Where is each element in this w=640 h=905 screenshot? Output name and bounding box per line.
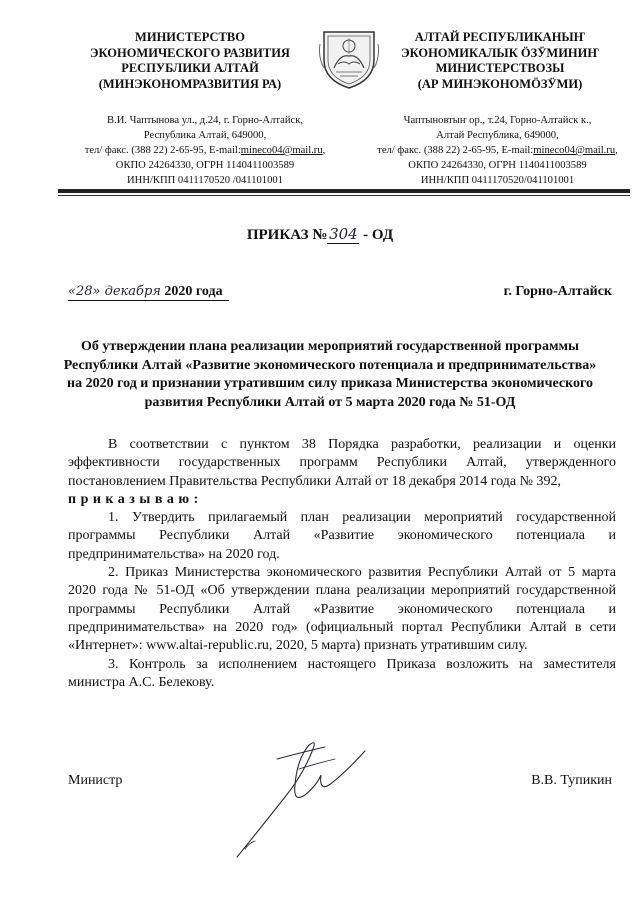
address-contacts	[55, 143, 355, 158]
ministry-name-line: МИНИСТЕРСТВО	[135, 30, 245, 44]
document-heading: Об утверждении плана реализации мероприятий государственной программы Республики Алтай «Развитие экономического потенциала и предпринимательства» на 2020 год и признании утратившим силу приказа Министерства экономического развития Республики Алтай от 5 марта 2020 года № 51-ОД	[63, 339, 597, 410]
body-item-1: 1. Утвердить прилагаемый план реализации мероприятий государственной программы Республики Алтай «Развитие экономического потенциала и предпринимательства» на 2020 год.	[68, 510, 616, 562]
ministry-name-line: РЕСПУБЛИКИ АЛТАЙ	[121, 61, 259, 75]
ministry-name-altai	[365, 30, 635, 92]
okpo-ogrn: ОКПО 24264330, ОГРН 1140411003589	[408, 160, 587, 171]
inn-kpp: ИНН/КПП 0411170520 /041101001	[127, 175, 283, 186]
address-street: Чаптыновтыҥ ор., т.24, Горно-Алтайск к.,	[403, 115, 592, 126]
address-street: В.И. Чаптынова ул., д.24, г. Горно-Алтайск,	[107, 115, 303, 126]
header-divider	[58, 189, 630, 193]
order-title	[0, 225, 640, 244]
inn-kpp: ИНН/КПП 0411170520/041101001	[420, 175, 575, 186]
ministry-name-russian	[40, 30, 340, 92]
header-divider-thin	[58, 195, 630, 196]
phone-fax: тел/ факс. (388 22) 2-65-95, E-mail:	[377, 145, 534, 156]
document-body	[68, 436, 616, 692]
ministry-name-line: АЛТАЙ РЕСПУБЛИКАНЫҤ	[414, 30, 586, 44]
address-block-altai	[355, 113, 640, 188]
order-date-year: 2020 года	[160, 284, 223, 299]
address-contacts	[355, 143, 640, 158]
order-city: г. Горно-Алтайск	[503, 284, 612, 299]
ministry-name-abbrev: (АР МИНЭКОНОМÖЗӰМИ)	[417, 76, 583, 91]
ministry-name-line: МИНИСТЕРСТВОЗЫ	[435, 61, 565, 75]
signatory-name: В.В. Тупикин	[531, 773, 612, 788]
order-prefix: ПРИКАЗ №	[246, 227, 328, 243]
body-order-word	[68, 491, 616, 509]
ministry-name-line: ЭКОНОМИЧЕСКОГО РАЗВИТИЯ	[90, 45, 290, 60]
punctuation: ,	[615, 145, 618, 156]
email-link[interactable]: mineco04@mail.ru	[240, 145, 323, 156]
email-link[interactable]: mineco04@mail.ru	[533, 145, 616, 156]
signatory-role: Министр	[68, 773, 123, 788]
okpo-ogrn: ОКПО 24264330, ОГРН 1140411003589	[115, 160, 295, 171]
address-region: Алтай Республика, 649000,	[436, 130, 559, 141]
handwritten-signature-icon	[225, 725, 375, 865]
phone-fax: тел/ факс. (388 22) 2-65-95, E-mail:	[84, 145, 241, 156]
order-date-handwritten: «28» декабря	[68, 284, 161, 299]
body-item-2: 2. Приказ Министерства экономического развития Республики Алтай от 5 марта 2020 года № 51-ОД «Об утверждении плана реализации мероприятий государственной программы Республики Алтай «Развитие экономического потенциала и предпринимательства» на 2020 год» (официальный портал Республики Алтай в сети «Интернет»: www.altai-republic.ru, 2020, 5 марта) признать утратившим силу.	[68, 565, 616, 654]
order-suffix: - ОД	[359, 227, 394, 243]
address-region: Республика Алтай, 649000,	[143, 130, 267, 141]
order-number: 304	[329, 225, 358, 243]
ministry-name-abbrev: (МИНЭКОНОМРАЗВИТИЯ РА)	[98, 76, 282, 91]
body-item-3: 3. Контроль за исполнением настоящего Приказа возложить на заместителя министра А.С. Белекову.	[68, 656, 616, 690]
order-word: приказываю:	[68, 491, 203, 507]
order-date	[68, 284, 229, 301]
ministry-name-line: ЭКОНОМИКАЛЫК ÖЗӰМИНИҤ	[401, 45, 599, 60]
address-block-russian	[55, 113, 355, 188]
punctuation: ,	[322, 145, 326, 156]
body-intro: В соответствии с пунктом 38 Порядка разработки, реализации и оценки эффективности государственных программ Республики Алтай, утвержденного постановлением Правительства Республики Алтай от 18 декабря 2014 года № 392,	[68, 437, 616, 489]
